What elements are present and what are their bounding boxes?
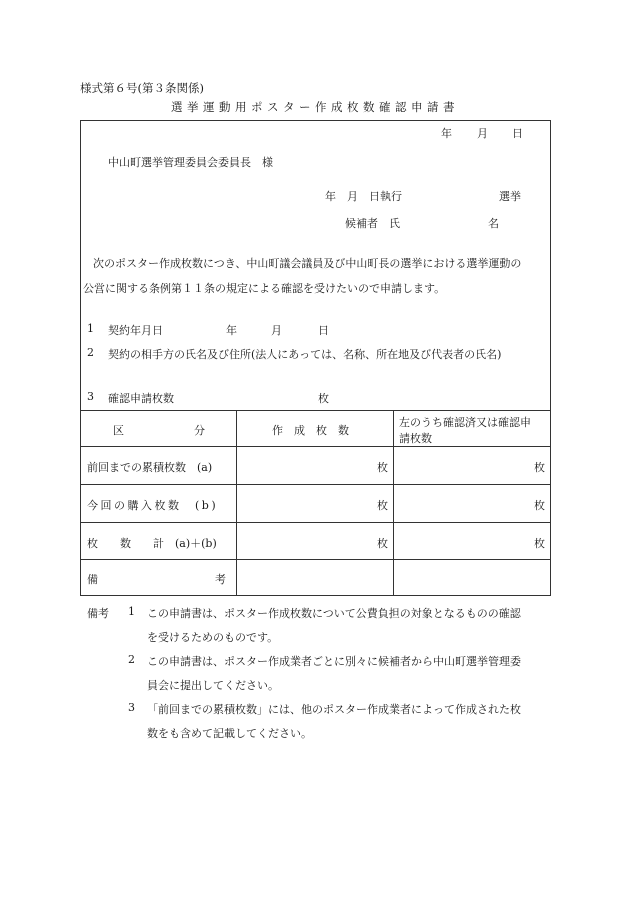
note-1-line-1: この申請書は、ポスター作成枚数について公費負担の対象となるものの確認 [147,607,521,620]
date-day: 日 [512,127,523,140]
item-2-number: 2 [87,346,94,359]
notes-heading: 備考 [87,607,109,620]
row-rule-3 [80,522,551,523]
note-1-number: 1 [128,605,135,618]
date-month: 月 [477,127,488,140]
item-1-number: 1 [87,322,94,335]
row-rule-1 [80,446,551,447]
candidate-name-suffix: 名 [488,217,499,230]
row-label-sum: 枚 数 計 (a)＋(b) [87,537,217,550]
table-top-rule [80,410,551,411]
row-2-col-1-unit: 枚 [377,499,388,512]
item-3-unit: 枚 [318,392,329,405]
column-rule-2 [393,410,394,596]
row-label-remarks-1: 備 [87,573,98,586]
row-1-col-1-unit: 枚 [377,461,388,474]
addressee: 中山町選挙管理委員会委員長 様 [108,156,273,169]
row-label-previous-total: 前回までの累積枚数 (a) [87,461,213,474]
item-2-label: 契約の相手方の氏名及び住所(法人にあっては、名称、所在地及び代表者の氏名) [108,348,502,361]
header-category-1: 区 [113,424,124,437]
item-3-number: 3 [87,390,94,403]
form-number-label: 様式第６号(第３条関係) [80,81,204,95]
header-confirmed-line-2: 請枚数 [399,432,432,445]
note-3-number: 3 [128,701,135,714]
candidate-label: 候補者 氏 [345,217,400,230]
note-3-line-2: 数をも含めて記載してください。 [147,727,312,740]
row-1-col-2-unit: 枚 [534,461,545,474]
note-3-line-1: 「前回までの累積枚数」には、他のポスター作成業者によって作成された枚 [147,703,521,716]
row-label-remarks-2: 考 [215,573,226,586]
item-1-day: 日 [318,324,329,337]
column-rule-1 [236,410,237,596]
election-label: 選挙 [499,190,521,203]
row-rule-4 [80,559,551,560]
election-date: 年 月 日執行 [325,190,402,203]
row-rule-2 [80,484,551,485]
note-2-line-2: 員会に提出してください。 [147,679,279,692]
item-1-month: 月 [271,324,282,337]
document-title: 選挙運動用ポスター作成枚数確認申請書 [171,100,459,114]
note-2-line-1: この申請書は、ポスター作成業者ごとに別々に候補者から中山町選挙管理委 [147,655,521,668]
item-1-label: 契約年月日 [108,324,163,337]
row-label-current-purchase: 今回の購入枚数 (b) [87,499,219,512]
item-3-label: 確認申請枚数 [108,392,174,405]
item-1-year: 年 [226,324,237,337]
header-category-2: 分 [194,424,205,437]
row-2-col-2-unit: 枚 [534,499,545,512]
note-2-number: 2 [128,653,135,666]
body-line-1: 次のポスター作成枚数につき、中山町議会議員及び中山町長の選挙における選挙運動の [93,257,522,270]
header-created-count: 作 成 枚 数 [272,424,349,437]
note-1-line-2: を受けるためのものです。 [147,631,279,644]
body-line-2: 公営に関する条例第１１条の規定による確認を受けたいので申請します。 [83,282,446,295]
header-confirmed-line-1: 左のうち確認済又は確認申 [399,416,531,429]
row-3-col-2-unit: 枚 [534,537,545,550]
date-year: 年 [441,127,452,140]
row-3-col-1-unit: 枚 [377,537,388,550]
